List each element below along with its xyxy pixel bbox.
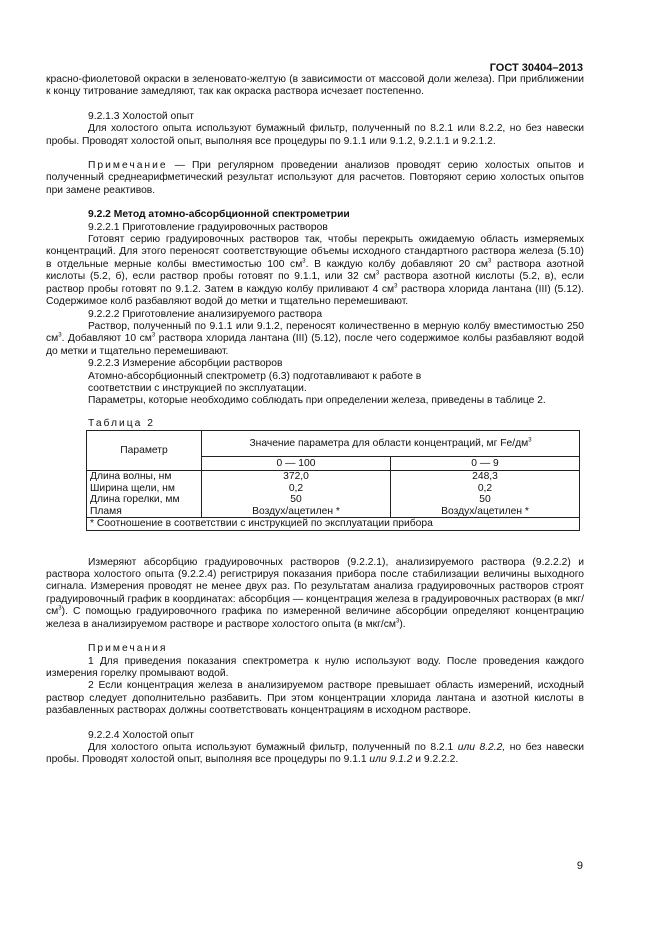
text-run: но без навески пробы. Проводят холостой опыт, выполняя все процедуры по 9.1.1 bbox=[46, 741, 585, 766]
text-run: раствора азотной кислоты (5.2, в), если раствор пробы готовят по 9.1.2. Затем в каждую колбу приливают 4 см bbox=[46, 271, 584, 295]
document-header: ГОСТ 30404–2013 bbox=[489, 62, 583, 74]
note-text: — При регулярном проведении анализов проводят серию холостых опытов и полученный среднеарифметический результат используют для расчетов. Повторяют серию холостых опытов при замене реактивов. bbox=[46, 160, 584, 196]
table-cell: Воздух/ацетилен * bbox=[202, 506, 391, 518]
table-cell: 0,2 bbox=[202, 483, 391, 495]
table-footnote: * Соотношение в соответствии с инструкцией по эксплуатации прибора bbox=[87, 518, 580, 531]
note-paragraph bbox=[46, 160, 584, 197]
text-run: раствора хлорида лантана (III) (5.12). Содержимое колб разбавляют водой до метки и тщательно перемешивают. bbox=[46, 283, 584, 308]
superscript: 3 bbox=[396, 618, 400, 625]
section-heading: 9.2.2.3 Измерение абсорбции растворов bbox=[88, 358, 283, 370]
table-cell: 50 bbox=[391, 494, 580, 506]
table-cell: Пламя bbox=[87, 506, 202, 518]
text-run: ). С помощью градуировочного графика по измеренной величине абсорбции определяют концентрацию железа в анализируемом растворе и растворе холостого опыта (в мкг/см bbox=[46, 606, 584, 630]
text-run: раствора хлорида лантана (III) (5.12), после чего содержимое колбы разбавляют водой до метки и тщательно перемешивают. bbox=[46, 333, 584, 357]
notes-heading: Примечания bbox=[88, 643, 168, 655]
text-run: Измеряют абсорбцию градуировочных растворов (9.2.2.1), анализируемого раствора (9.2.2.2) и раствора холостого опыта (9.2.2.4) регистрируя показания прибора после стабилизации величины выходного сигнала. Измерения проводят не менее двух раз. По результатам анализа градуировочных растворов строят градуировочный график в координатах: абсорбция — концентрация железа в градуировочных растворах (в мкг/см bbox=[46, 556, 584, 618]
paragraph: Атомно-абсорбционный спектрометр (6.3) подготавливают к работе в bbox=[88, 370, 422, 382]
table-cell: 372,0 bbox=[202, 471, 391, 483]
text-run: Для холостого опыта используют бумажный фильтр, полученный по 8.2.1 bbox=[88, 741, 458, 753]
table-cell: Длина горелки, мм bbox=[87, 494, 202, 506]
superscript: 3 bbox=[375, 270, 380, 277]
text-run: ). bbox=[399, 618, 406, 630]
italic-run: или 9.1.2 bbox=[369, 754, 413, 766]
paragraph: Для холостого опыта используют бумажный фильтр, полученный по 8.2.1 или 8.2.2, но без навески пробы. Проводят холостой опыт, выполняя все процедуры по 9.1.1 или 9.1.2, 9.2.1.1 и 9.2.1.2. bbox=[46, 123, 584, 147]
parameters-table bbox=[86, 430, 580, 531]
table-caption: Таблица 2 bbox=[88, 417, 155, 429]
paragraph bbox=[46, 321, 584, 358]
italic-run: или 8.2.2, bbox=[457, 741, 506, 753]
page-number: 9 bbox=[576, 860, 583, 872]
paragraph: красно-фиолетовой окраски в зеленовато-желтую (в зависимости от массовой доли железа). При приближении к концу титрование замедляют, так как окраска раствора исчезает постепенно. bbox=[46, 74, 584, 98]
section-heading: 9.2.1.3 Холостой опыт bbox=[88, 110, 194, 122]
paragraph: Параметры, которые необходимо соблюдать при определении железа, приведены в таблице 2. bbox=[88, 395, 546, 407]
table-cell: 248,3 bbox=[391, 471, 580, 483]
superscript: 3 bbox=[302, 258, 306, 265]
note-label: Примечание bbox=[88, 160, 168, 172]
text-run: . Добавляют 10 см bbox=[61, 333, 152, 345]
paragraph bbox=[46, 234, 584, 308]
header-text: Значение параметра для области концентраций, мг Fe/дм bbox=[249, 437, 529, 449]
section-heading: 9.2.2.2 Приготовление анализируемого раствора bbox=[88, 308, 323, 320]
paragraph bbox=[46, 557, 584, 631]
paragraph bbox=[46, 742, 584, 767]
table-cell: Длина волны, нм bbox=[87, 471, 202, 483]
document-body bbox=[46, 74, 584, 767]
superscript: 3 bbox=[58, 605, 62, 612]
text-run: . В каждую колбу добавляют 20 см bbox=[305, 258, 488, 270]
table-header-value bbox=[202, 431, 580, 457]
superscript: 3 bbox=[528, 437, 532, 444]
text-run: Готовят серию градуировочных растворов так, чтобы перекрыть ожидаемую область измеряемых концентраций. Для этого переносят соответствующие объемы исходного стандартного раствора железа (5.10) в отдельные мерные колбы вместимостью 100 см bbox=[46, 234, 584, 270]
table-cell: Ширина щели, нм bbox=[87, 483, 202, 495]
table-cell: 50 bbox=[202, 494, 391, 506]
table-header-range-1: 0 — 100 bbox=[202, 457, 391, 471]
text-run: Раствор, полученный по 9.1.1 или 9.1.2, переносят количественно в мерную колбу вместимостью 250 см bbox=[46, 320, 584, 345]
section-title: 9.2.2 Метод атомно-абсорбционной спектрометрии bbox=[88, 209, 350, 221]
table-header-range-2: 0 — 9 bbox=[391, 457, 580, 471]
paragraph: соответствии с инструкцией по эксплуатации. bbox=[88, 382, 307, 394]
table-cell: 0,2 bbox=[391, 483, 580, 495]
text-run: и 9.2.2.2. bbox=[412, 754, 459, 766]
superscript: 3 bbox=[58, 332, 62, 339]
section-heading: 9.2.2.1 Приготовление градуировочных растворов bbox=[88, 221, 328, 233]
section-heading: 9.2.2.4 Холостой опыт bbox=[88, 729, 194, 741]
superscript: 3 bbox=[488, 258, 492, 265]
note-item: 2 Если концентрация железа в анализируемом растворе превышает область измерений, исходный раствор следует дополнительно разбавить. При этом концентрации хлорида лантана и азотной кислоты в разбавленных растворах должны соответствовать концентрациям в исходном растворе. bbox=[46, 680, 584, 717]
text-run: раствора азотной кислоты (5.2, б), если раствор пробы готовят по 9.1.1, или 32 см bbox=[46, 258, 585, 283]
note-item: 1 Для приведения показания спектрометра к нулю используют воду. После проведения каждого измерения горелку промывают водой. bbox=[46, 655, 584, 679]
superscript: 3 bbox=[151, 332, 156, 339]
table-cell: Воздух/ацетилен * bbox=[391, 506, 580, 518]
table-header-parameter: Параметр bbox=[87, 431, 202, 471]
superscript: 3 bbox=[394, 283, 398, 290]
